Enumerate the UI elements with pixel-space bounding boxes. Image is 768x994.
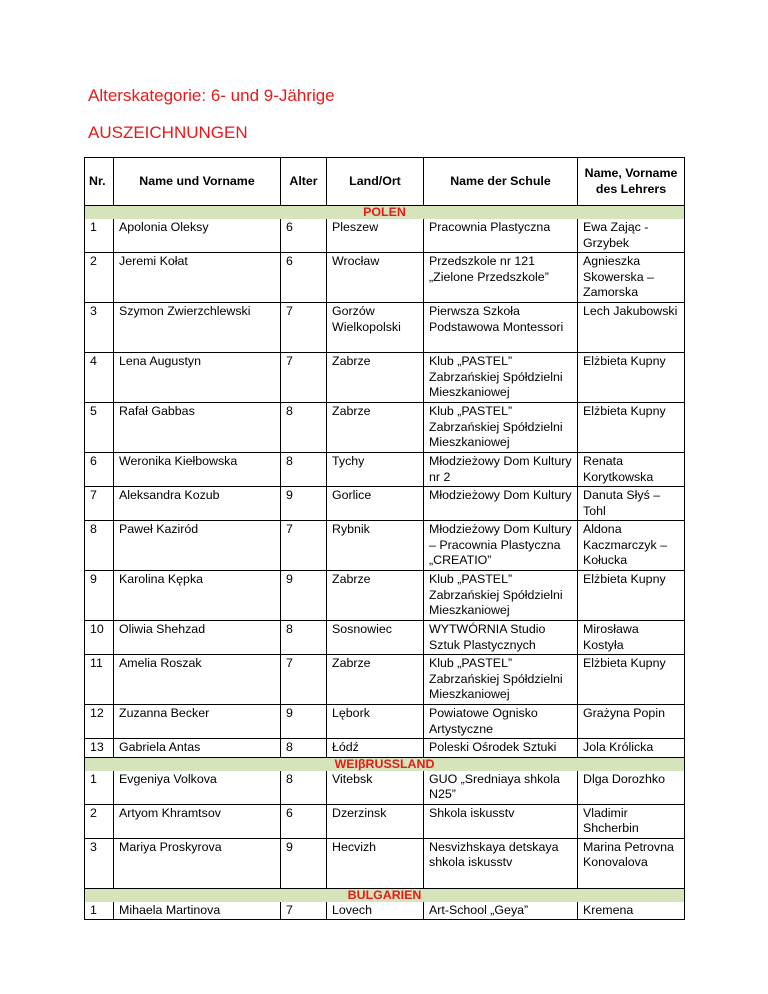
cell-name: Szymon Zwierzchlewski <box>114 303 281 353</box>
cell-school: GUO „Sredniaya shkola N25” <box>424 771 578 805</box>
cell-nr: 1 <box>85 771 114 805</box>
cell-school: Przedszkole nr 121 „Zielone Przedszkole” <box>424 253 578 303</box>
cell-teacher: Grażyna Popin <box>578 705 685 739</box>
country-label: WEIβRUSSLAND <box>85 757 685 771</box>
cell-nr: 6 <box>85 453 114 487</box>
header-place: Land/Ort <box>327 158 424 206</box>
table-row <box>85 253 685 303</box>
cell-place: Hecvizh <box>327 838 424 888</box>
cell-place: Gorzów Wielkopolski <box>327 303 424 353</box>
cell-teacher: Vladimir Shcherbin <box>578 804 685 838</box>
cell-school: WYTWÓRNIA Studio Sztuk Plastycznych <box>424 621 578 655</box>
cell-age: 6 <box>281 804 327 838</box>
cell-name: Lena Augustyn <box>114 353 281 403</box>
cell-school: Shkola iskusstv <box>424 804 578 838</box>
cell-name: Mihaela Martinova <box>114 902 281 920</box>
cell-nr: 12 <box>85 705 114 739</box>
table-row <box>85 303 685 353</box>
cell-name: Mariya Proskyrova <box>114 838 281 888</box>
country-row <box>85 206 685 220</box>
cell-school: Klub „PASTEL” Zabrzańskiej Spółdzielni Mieszkaniowej <box>424 571 578 621</box>
cell-age: 7 <box>281 353 327 403</box>
cell-place: Sosnowiec <box>327 621 424 655</box>
cell-teacher: Jola Królicka <box>578 739 685 758</box>
cell-place: Zabrze <box>327 571 424 621</box>
table-row <box>85 353 685 403</box>
cell-place: Rybnik <box>327 521 424 571</box>
category-title: Alterskategorie: 6- und 9-Jährige <box>88 86 335 105</box>
awards-heading: AUSZEICHNUNGEN <box>88 123 248 142</box>
cell-place: Pleszew <box>327 219 424 253</box>
cell-age: 8 <box>281 453 327 487</box>
cell-nr: 3 <box>85 838 114 888</box>
cell-teacher: Danuta Słyś – Tohl <box>578 487 685 521</box>
country-label: BULGARIEN <box>85 888 685 902</box>
table-row <box>85 705 685 739</box>
cell-nr: 1 <box>85 902 114 920</box>
cell-school: Pracownia Plastyczna <box>424 219 578 253</box>
cell-age: 8 <box>281 621 327 655</box>
cell-teacher: Dlga Dorozhko <box>578 771 685 805</box>
cell-place: Zabrze <box>327 353 424 403</box>
cell-age: 9 <box>281 705 327 739</box>
cell-teacher: Kremena <box>578 902 685 920</box>
cell-place: Dzerzinsk <box>327 804 424 838</box>
cell-nr: 8 <box>85 521 114 571</box>
cell-place: Lovech <box>327 902 424 920</box>
table-row <box>85 571 685 621</box>
cell-teacher: Marina Petrovna Konovalova <box>578 838 685 888</box>
cell-teacher: Aldona Kaczmarczyk – Kołucka <box>578 521 685 571</box>
cell-name: Gabriela Antas <box>114 739 281 758</box>
cell-place: Vitebsk <box>327 771 424 805</box>
cell-name: Paweł Kaziród <box>114 521 281 571</box>
cell-place: Zabrze <box>327 655 424 705</box>
header-row <box>85 158 685 206</box>
cell-school: Młodzieżowy Dom Kultury nr 2 <box>424 453 578 487</box>
cell-school: Powiatowe Ognisko Artystyczne <box>424 705 578 739</box>
cell-nr: 1 <box>85 219 114 253</box>
table-row <box>85 739 685 758</box>
cell-place: Łódź <box>327 739 424 758</box>
cell-name: Apolonia Oleksy <box>114 219 281 253</box>
cell-teacher: Mirosława Kostyła <box>578 621 685 655</box>
cell-nr: 13 <box>85 739 114 758</box>
cell-teacher: Renata Korytkowska <box>578 453 685 487</box>
cell-teacher: Ewa Zając - Grzybek <box>578 219 685 253</box>
cell-name: Karolina Kępka <box>114 571 281 621</box>
cell-name: Zuzanna Becker <box>114 705 281 739</box>
cell-name: Rafał Gabbas <box>114 403 281 453</box>
table-row <box>85 655 685 705</box>
cell-age: 7 <box>281 655 327 705</box>
cell-age: 7 <box>281 521 327 571</box>
country-row <box>85 757 685 771</box>
table-row <box>85 521 685 571</box>
cell-name: Weronika Kiełbowska <box>114 453 281 487</box>
cell-nr: 2 <box>85 253 114 303</box>
cell-age: 8 <box>281 771 327 805</box>
cell-school: Klub „PASTEL” Zabrzańskiej Spółdzielni Mieszkaniowej <box>424 353 578 403</box>
header-nr: Nr. <box>85 158 114 206</box>
cell-school: Pierwsza Szkoła Podstawowa Montessori <box>424 303 578 353</box>
cell-age: 9 <box>281 571 327 621</box>
cell-age: 6 <box>281 253 327 303</box>
country-label: POLEN <box>85 206 685 220</box>
cell-name: Oliwia Shehzad <box>114 621 281 655</box>
cell-teacher: Lech Jakubowski <box>578 303 685 353</box>
cell-school: Poleski Ośrodek Sztuki <box>424 739 578 758</box>
cell-name: Artyom Khramtsov <box>114 804 281 838</box>
table-row <box>85 453 685 487</box>
table-row <box>85 902 685 920</box>
cell-nr: 9 <box>85 571 114 621</box>
cell-place: Zabrze <box>327 403 424 453</box>
cell-teacher: Elżbieta Kupny <box>578 403 685 453</box>
cell-name: Amelia Roszak <box>114 655 281 705</box>
cell-name: Aleksandra Kozub <box>114 487 281 521</box>
cell-name: Jeremi Kołat <box>114 253 281 303</box>
cell-nr: 3 <box>85 303 114 353</box>
cell-teacher: Elżbieta Kupny <box>578 655 685 705</box>
country-row <box>85 888 685 902</box>
header-school: Name der Schule <box>424 158 578 206</box>
cell-teacher: Elżbieta Kupny <box>578 571 685 621</box>
table-row <box>85 219 685 253</box>
cell-place: Tychy <box>327 453 424 487</box>
table-row <box>85 804 685 838</box>
cell-nr: 4 <box>85 353 114 403</box>
table-row <box>85 403 685 453</box>
cell-nr: 11 <box>85 655 114 705</box>
cell-school: Młodzieżowy Dom Kultury – Pracownia Plastyczna „CREATIO” <box>424 521 578 571</box>
cell-nr: 7 <box>85 487 114 521</box>
table-row <box>85 621 685 655</box>
cell-nr: 2 <box>85 804 114 838</box>
cell-place: Lębork <box>327 705 424 739</box>
cell-age: 7 <box>281 902 327 920</box>
cell-nr: 10 <box>85 621 114 655</box>
cell-school: Art-School „Geya” <box>424 902 578 920</box>
cell-place: Gorlice <box>327 487 424 521</box>
header-name: Name und Vorname <box>114 158 281 206</box>
cell-school: Klub „PASTEL” Zabrzańskiej Spółdzielni Mieszkaniowej <box>424 403 578 453</box>
cell-teacher: Elżbieta Kupny <box>578 353 685 403</box>
cell-teacher: Agnieszka Skowerska – Zamorska <box>578 253 685 303</box>
cell-age: 8 <box>281 739 327 758</box>
cell-name: Evgeniya Volkova <box>114 771 281 805</box>
cell-age: 9 <box>281 487 327 521</box>
cell-place: Wrocław <box>327 253 424 303</box>
cell-age: 8 <box>281 403 327 453</box>
header-age: Alter <box>281 158 327 206</box>
awards-table <box>84 157 685 920</box>
table-row <box>85 838 685 888</box>
table-row <box>85 487 685 521</box>
cell-school: Klub „PASTEL” Zabrzańskiej Spółdzielni Mieszkaniowej <box>424 655 578 705</box>
cell-age: 9 <box>281 838 327 888</box>
header-teacher: Name, Vorname des Lehrers <box>578 158 685 206</box>
cell-age: 7 <box>281 303 327 353</box>
cell-school: Młodzieżowy Dom Kultury <box>424 487 578 521</box>
table-row <box>85 771 685 805</box>
cell-nr: 5 <box>85 403 114 453</box>
cell-school: Nesvizhskaya detskaya shkola iskusstv <box>424 838 578 888</box>
cell-age: 6 <box>281 219 327 253</box>
